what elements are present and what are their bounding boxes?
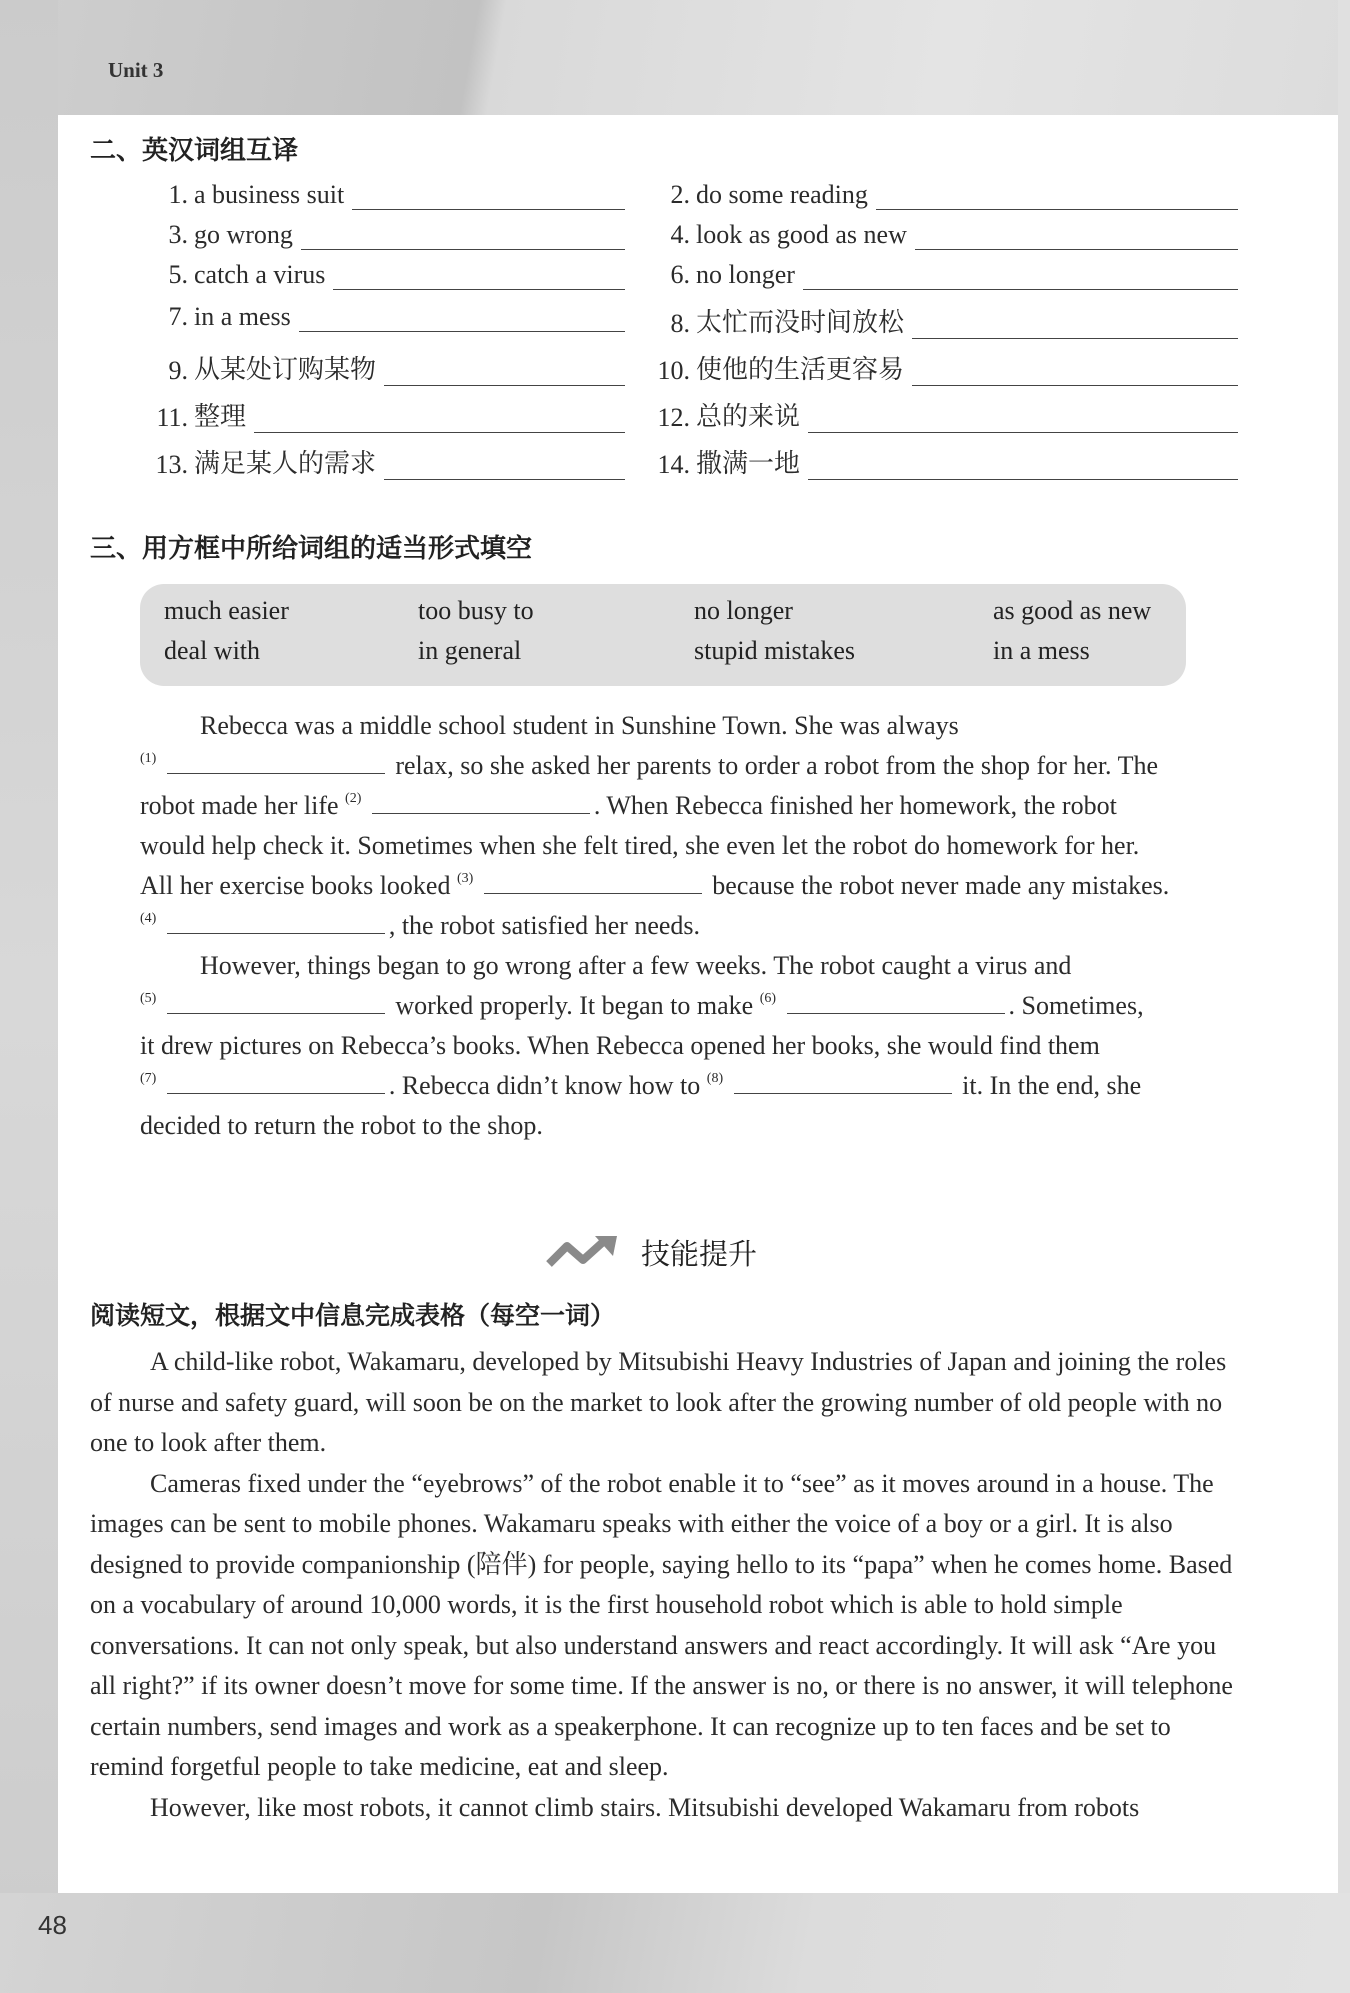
passage-text: . When Rebecca finished her homework, the robot [593, 791, 1117, 820]
item-number: 2. [670, 180, 690, 209]
word-box-item: no longer [694, 596, 793, 625]
passage-line: it drew pictures on Rebecca’s books. When Rebecca opened her books, she would find them [140, 1031, 1100, 1060]
word-box-item: much easier [164, 596, 289, 625]
item-number: 13. [155, 450, 188, 479]
translation-item [140, 302, 625, 332]
item-text: a business suit [194, 180, 345, 209]
item-number: 7. [168, 302, 188, 331]
passage-line [140, 746, 1158, 791]
item-text: catch a virus [194, 260, 326, 289]
reading-paragraph: A child-like robot, Wakamaru, developed by Mitsubishi Heavy Industries of Japan and joining the roles of nurse and safety guard, will soon be on the market to look after the growing number of old people with no one to look after them. [90, 1347, 1227, 1457]
item-text: do some reading [696, 180, 868, 209]
item-number: 6. [670, 260, 690, 289]
translation-item [140, 443, 625, 480]
answer-blank[interactable] [803, 263, 1238, 290]
answer-blank[interactable] [254, 406, 625, 433]
passage-text: worked properly. It began to make [395, 991, 754, 1020]
translation-item [640, 220, 1238, 250]
answer-blank[interactable] [912, 312, 1238, 339]
passage-text: . Sometimes, [1008, 991, 1144, 1020]
passage-line: would help check it. Sometimes when she felt tired, she even let the robot do homework for her. [140, 831, 1140, 860]
answer-blank[interactable] [915, 223, 1238, 250]
item-number: 4. [670, 220, 690, 249]
item-text: 整理 [194, 402, 247, 431]
item-text: 使他的生活更容易 [696, 355, 905, 384]
reading-instruction: 阅读短文，根据文中信息完成表格（每空一词） [90, 1301, 616, 1330]
item-text: 总的来说 [696, 402, 801, 431]
answer-blank[interactable] [167, 911, 385, 934]
item-number: 1. [168, 180, 188, 209]
passage-line [140, 986, 1144, 1031]
blank-number: (4) [140, 911, 157, 926]
blank-number: (6) [759, 991, 777, 1006]
answer-blank[interactable] [167, 751, 385, 774]
trend-arrow-icon [545, 1234, 627, 1272]
translation-item [640, 302, 1238, 339]
passage-text: relax, so she asked her parents to order a robot from the shop for her. The [395, 751, 1158, 780]
item-text: look as good as new [696, 220, 907, 249]
reading-paragraph: However, like most robots, it cannot climb stairs. Mitsubishi developed Wakamaru from robots [150, 1792, 1140, 1822]
answer-blank[interactable] [372, 791, 590, 814]
blank-number: (1) [140, 751, 157, 766]
answer-blank[interactable] [299, 305, 625, 332]
translation-item [140, 220, 625, 250]
page-border-top [0, 0, 1350, 115]
item-number: 8. [670, 309, 690, 338]
skills-title: 技能提升 [641, 1237, 758, 1271]
answer-blank[interactable] [167, 1071, 385, 1094]
word-box-item: deal with [164, 636, 261, 665]
passage-line: Rebecca was a middle school student in Sunshine Town. She was always [200, 711, 959, 740]
answer-blank[interactable] [333, 263, 625, 290]
section3-title: 三、用方框中所给词组的适当形式填空 [90, 534, 533, 564]
passage-line: decided to return the robot to the shop. [140, 1111, 543, 1140]
answer-blank[interactable] [787, 991, 1005, 1014]
skills-header [545, 1232, 757, 1273]
blank-number: (7) [140, 1071, 157, 1086]
blank-number: (8) [706, 1071, 724, 1086]
passage-text: it. In the end, she [962, 1071, 1142, 1100]
passage-line [140, 786, 1117, 831]
blank-number: (5) [140, 991, 157, 1006]
word-box-item: in a mess [993, 636, 1090, 665]
item-text: 满足某人的需求 [194, 449, 377, 478]
passage-text: because the robot never made any mistakes. [712, 871, 1170, 900]
translation-item [140, 349, 625, 386]
item-text: in a mess [194, 302, 291, 331]
passage-line: However, things began to go wrong after a few weeks. The robot caught a virus and [200, 951, 1072, 980]
page-border-left [0, 0, 58, 1993]
item-text: go wrong [194, 220, 293, 249]
translation-item [140, 396, 625, 433]
page-border-right [1338, 0, 1350, 1993]
answer-blank[interactable] [352, 183, 625, 210]
page-border-bottom [0, 1893, 1350, 1993]
translation-item [140, 260, 625, 290]
item-number: 3. [168, 220, 188, 249]
item-text: no longer [696, 260, 795, 289]
item-number: 11. [156, 403, 188, 432]
reading-paragraph: Cameras fixed under the “eyebrows” of the robot enable it to “see” as it moves around in a house. The images can be sent to mobile phones. Wakamaru speaks with either the voice of a boy or a girl. It is also designed to provide companionship (陪伴) for people, saying hello to its “papa” when he comes home. Based on a vocabulary of around 10,000 words, it is the first household robot which is able to hold simple conversations. It can not only speak, but also understand answers and react accordingly. It will ask “Are you all right?” if its owner doesn’t move for some time. If the answer is no, or there is no answer, it will telephone certain numbers, send images and work as a speakerphone. It can recognize up to ten faces and be set to remind forgetful people to take medicine, eat and sleep. [90, 1468, 1233, 1781]
translation-item [640, 180, 1238, 210]
answer-blank[interactable] [808, 406, 1238, 433]
item-number: 5. [168, 260, 188, 289]
answer-blank[interactable] [734, 1071, 952, 1094]
translation-item [640, 443, 1238, 480]
item-text: 撒满一地 [696, 449, 801, 478]
item-text: 从某处订购某物 [194, 355, 377, 384]
answer-blank[interactable] [384, 453, 625, 480]
item-number: 10. [657, 356, 690, 385]
page-number: 48 [38, 1910, 67, 1940]
translation-item [640, 260, 1238, 290]
passage-text: robot made her life [140, 791, 339, 820]
blank-number: (2) [345, 791, 362, 806]
translation-item [640, 349, 1238, 386]
answer-blank[interactable] [167, 991, 385, 1014]
word-box-item: in general [418, 636, 522, 665]
word-box-item: as good as new [993, 596, 1152, 625]
reading-passage [90, 1342, 1240, 1828]
translation-item [640, 396, 1238, 433]
item-number: 9. [168, 356, 188, 385]
word-box-item: stupid mistakes [694, 636, 856, 665]
word-box-item: too busy to [418, 596, 534, 625]
passage-text: All her exercise books looked [140, 871, 451, 900]
translation-item [140, 180, 625, 210]
answer-blank[interactable] [301, 223, 625, 250]
section2-title: 二、英汉词组互译 [90, 136, 299, 166]
item-text: 太忙而没时间放松 [696, 308, 905, 337]
item-number: 12. [657, 403, 690, 432]
passage-line [140, 866, 1169, 911]
passage-line [140, 906, 700, 951]
answer-blank[interactable] [876, 183, 1238, 210]
answer-blank[interactable] [808, 453, 1238, 480]
unit-label: Unit 3 [108, 58, 164, 82]
passage-line [140, 1066, 1141, 1111]
answer-blank[interactable] [384, 359, 625, 386]
passage-text: , the robot satisfied her needs. [388, 911, 701, 940]
passage-text: . Rebecca didn’t know how to [388, 1071, 701, 1100]
item-number: 14. [657, 450, 690, 479]
blank-number: (3) [456, 871, 474, 886]
answer-blank[interactable] [912, 359, 1238, 386]
answer-blank[interactable] [484, 871, 702, 894]
